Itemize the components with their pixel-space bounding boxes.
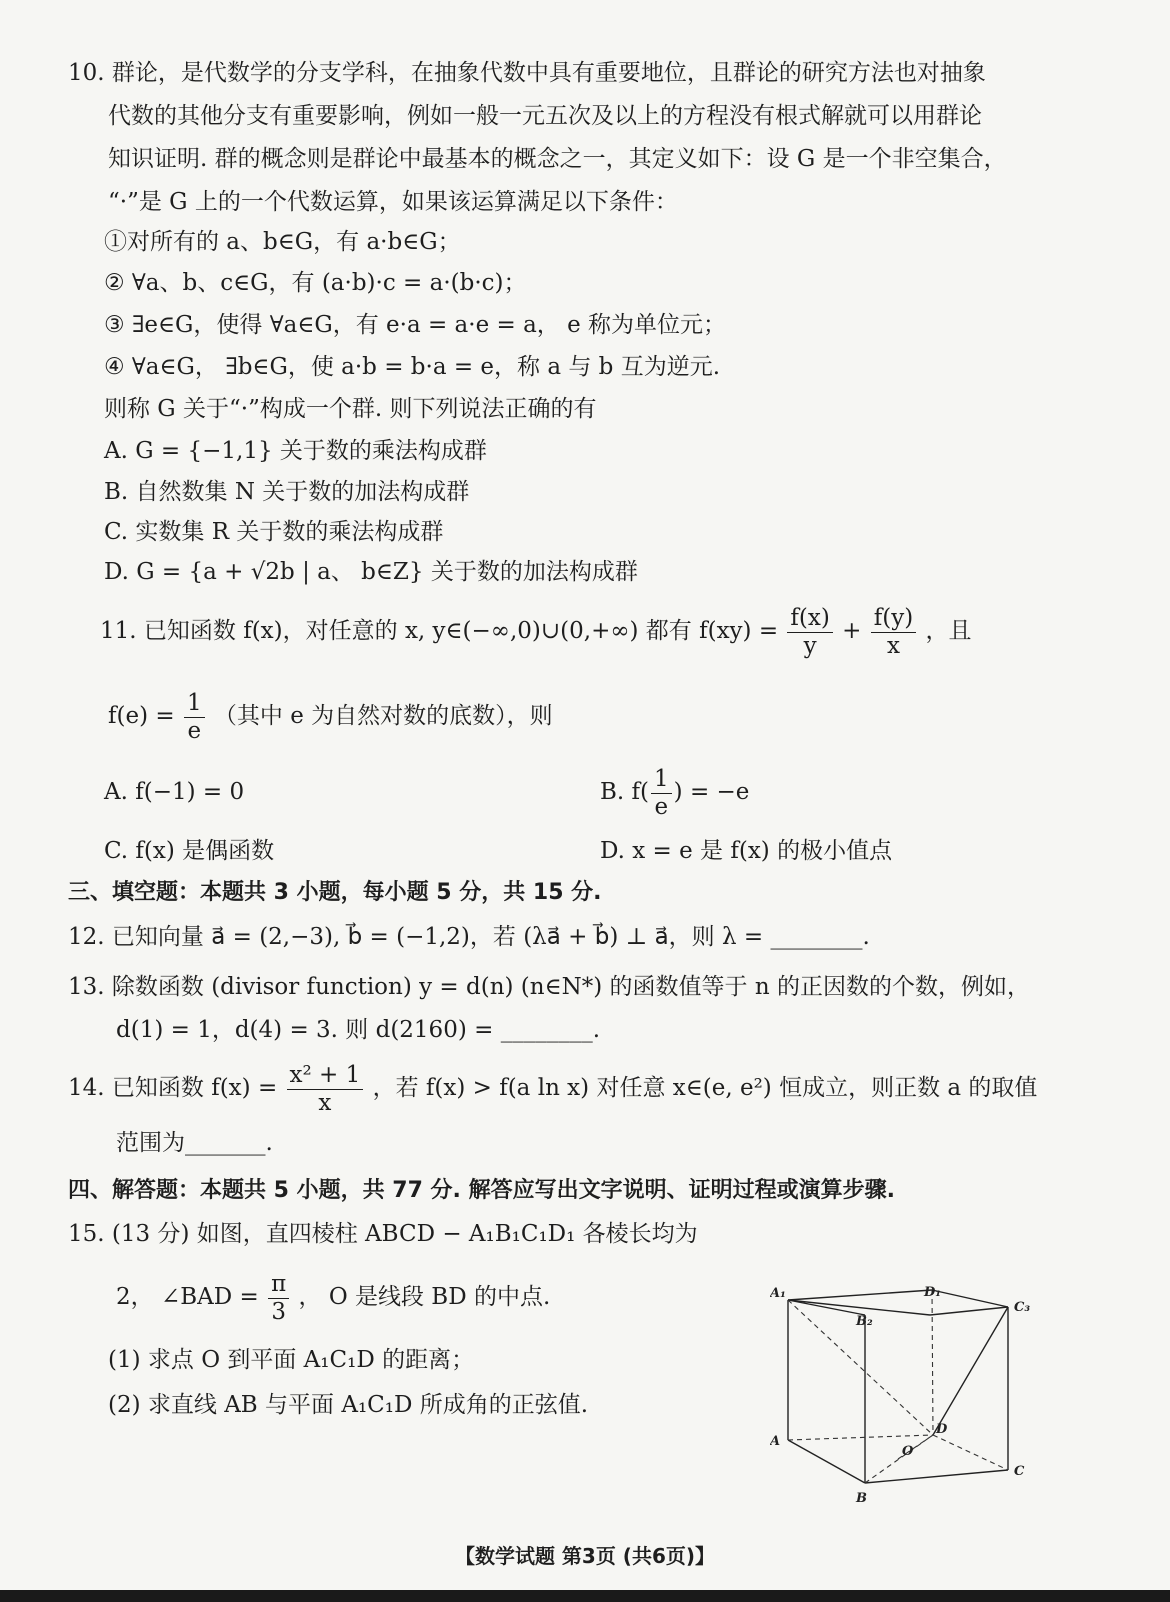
q11-stem-post: ，且 [925, 618, 972, 644]
q15-angle-fraction: $\frac{\pi}{3}$ [268, 1271, 289, 1325]
q15-line1: 15. (13 分) 如图，直四棱柱 ABCD − A₁B₁C₁D₁ 各棱长均为 [68, 1221, 698, 1247]
section-4-heading: 四、解答题：本题共 5 小题，共 77 分. 解答应写出文字说明、证明过程或演算步骤. [68, 1178, 895, 1203]
label-d1: D₁ [924, 1285, 941, 1300]
q11-plus: + [842, 618, 862, 644]
q15-part1: (1) 求点 O 到平面 A₁C₁D 的距离； [108, 1347, 475, 1373]
q14-fraction: $\frac{\text{x² + 1}}{x}$ [287, 1062, 364, 1116]
label-b2: B₂ [856, 1314, 873, 1329]
page-footer: 【数学试题 第3页 (共6页)】 [454, 1544, 716, 1568]
q10-option-d: D. G = {a + √2b | a、 b∈Z} 关于数的加法构成群 [104, 559, 638, 585]
label-a: A [770, 1434, 781, 1449]
section-3-heading: 三、填空题：本题共 3 小题，每小题 5 分，共 15 分. [68, 880, 602, 905]
q10-conclusion: 则称 G 关于“·”构成一个群. 则下列说法正确的有 [104, 396, 597, 422]
q11-stem [100, 603, 972, 659]
q11-option-d: D. x = e 是 f(x) 的极小值点 [600, 838, 893, 864]
label-b: B [856, 1491, 867, 1506]
label-c3: C₃ [1014, 1300, 1031, 1315]
q11-stem-pre: 11. 已知函数 f(x)，对任意的 x, y∈(−∞,0)∪(0,+∞) 都有 f(xy) = [100, 618, 779, 644]
q11-option-b: B. f( $\frac{1}{e}$ ) = −e [600, 766, 750, 820]
q10-condition-1: ①对所有的 a、b∈G，有 a·b∈G； [104, 229, 461, 255]
q10-line2: 代数的其他分支有重要影响，例如一般一元五次及以上的方程没有根式解就可以用群论 [108, 103, 982, 129]
q15-part2: (2) 求直线 AB 与平面 A₁C₁D 所成角的正弦值. [108, 1392, 589, 1418]
q11-fe-fraction: $\frac{1}{e}$ [184, 690, 205, 744]
q11-option-b-fraction: $\frac{1}{e}$ [651, 766, 672, 820]
q10-option-a: A. G = {−1,1} 关于数的乘法构成群 [104, 438, 487, 464]
q10-condition-4: ④ ∀a∈G， ∃b∈G，使 a·b = b·a = e，称 a 与 b 互为逆元. [104, 354, 721, 380]
q11-option-c: C. f(x) 是偶函数 [104, 838, 275, 864]
q11-fraction-2: $\frac{f(y)}{x}$ [871, 605, 916, 659]
q10-condition-3: ③ ∃e∈G，使得 ∀a∈G，有 e·a = a·e = a， e 称为单位元； [104, 312, 727, 338]
q10-condition-2: ② ∀a、b、c∈G，有 (a·b)·c = a·(b·c)； [104, 270, 527, 296]
q11-fraction-1: $\frac{f(x)}{y}$ [787, 605, 832, 659]
q11-fe-line: f(e) = $\frac{1}{e}$ （其中 e 为自然对数的底数），则 [108, 690, 553, 744]
q11-option-a: A. f(−1) = 0 [104, 779, 245, 805]
label-o: O [902, 1444, 914, 1459]
q13-line2: d(1) = 1，d(4) = 3. 则 d(2160) = ________. [116, 1017, 600, 1043]
q14-line2: 范围为_______. [116, 1130, 273, 1156]
q10-line4: “·”是 G 上的一个代数运算，如果该运算满足以下条件： [108, 189, 678, 215]
q15-line2: 2， ∠BAD = $\frac{\pi}{3}$ ， O 是线段 BD 的中点. [116, 1271, 551, 1325]
label-a1: A₁ [770, 1286, 786, 1301]
q14-line1: 14. 已知函数 f(x) = $\frac{\text{x² + 1}}{x}$ ，若 f(x) > f(a ln x) 对任意 x∈(e, e²) 恒成立，则正数 a 的取值 [68, 1062, 1038, 1116]
q10-line1: 10. 群论，是代数学的分支学科，在抽象代数中具有重要地位，且群论的研究方法也对抽象 [68, 60, 986, 86]
label-c: C [1014, 1464, 1025, 1479]
prism-figure [770, 1285, 1080, 1525]
q12-line: 12. 已知向量 a⃗ = (2,−3), b⃗ = (−1,2)，若 (λa⃗ + b⃗) ⊥ a⃗，则 λ = ________. [68, 924, 870, 950]
q13-line1: 13. 除数函数 (divisor function) y = d(n) (n∈N*) 的函数值等于 n 的正因数的个数，例如， [68, 974, 1030, 1000]
label-d: D [936, 1422, 948, 1437]
bottom-edge-bar [0, 1590, 1170, 1602]
q10-option-c: C. 实数集 R 关于数的乘法构成群 [104, 519, 444, 545]
q10-option-b: B. 自然数集 N 关于数的加法构成群 [104, 479, 470, 505]
q10-line3: 知识证明. 群的概念则是群论中最基本的概念之一，其定义如下：设 G 是一个非空集合， [108, 146, 1007, 172]
